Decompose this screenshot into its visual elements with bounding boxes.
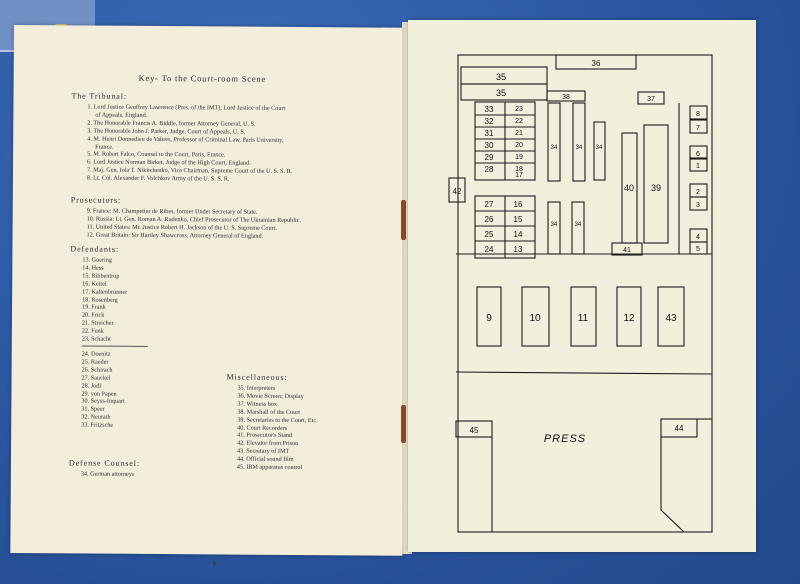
list-item: 3. The Honorable John J. Parker, Judge, Court of Appeals, U. S. xyxy=(87,127,246,136)
list-item: 25. Raeder xyxy=(81,358,109,366)
list-item: 34. German attorneys xyxy=(80,470,135,478)
label-10: 10 xyxy=(529,313,541,324)
list-item: 6. Lord Justice Norman Birket, Judge of the High Court, England. xyxy=(87,158,251,167)
list-item: 30. Seyss-Inquart xyxy=(81,397,125,406)
list-item: 20. Frick xyxy=(81,311,105,319)
label-35: 35 xyxy=(495,72,507,82)
list-item: 29. von Papen xyxy=(81,390,117,398)
list-item: 16. Keitel xyxy=(82,280,107,288)
label-34: 34 xyxy=(574,222,582,228)
label-29: 29 xyxy=(484,153,494,162)
list-item: 32. Neurath xyxy=(81,413,111,421)
label-11: 11 xyxy=(577,313,589,324)
defense-bench xyxy=(548,103,560,181)
label-38: 38 xyxy=(562,94,570,101)
list-item: 7. Maj. Gen. Iola T. Nikitchenko, Vice Chairman, Supreme Court of the U. S. S. R. xyxy=(86,166,293,176)
list-item: 45. IBM apparatus control xyxy=(236,463,303,472)
label-18: 18 xyxy=(515,166,523,173)
label-34: 34 xyxy=(575,145,583,151)
list-item: 44. Official sound film xyxy=(236,455,294,464)
label-43: 43 xyxy=(665,313,677,324)
list-item: 15. Ribbentrop xyxy=(82,272,120,280)
list-item: 5. M. Robert Falco, Counsel to the Court, Paris, France. xyxy=(87,150,226,159)
label-42: 42 xyxy=(452,187,462,196)
list-item: 37. Witness box xyxy=(237,400,278,408)
defense-bench xyxy=(548,202,560,254)
label-15: 15 xyxy=(513,215,523,224)
list-item: 43. Secretary of IMT xyxy=(237,447,290,456)
list-item: 31. Speer xyxy=(81,405,105,413)
page-number: - 6 - xyxy=(208,559,220,568)
label-8: 8 xyxy=(696,111,700,118)
list-item: 2. The Honorable Francis A. Biddle, former Attorney General, U. S. xyxy=(87,119,256,128)
label-5: 5 xyxy=(696,246,700,253)
label-1: 1 xyxy=(696,163,700,170)
label-13: 13 xyxy=(513,245,523,254)
list-item: 38. Marshall of the Court xyxy=(237,408,301,416)
list-item: 10. Russia: Lt. Gen. Roman A. Rudenko, Chief Prosecutor of The Ukrainian Republic. xyxy=(86,215,302,224)
list-item: 36. Movie Screen; Display xyxy=(237,392,304,400)
label-16: 16 xyxy=(513,200,523,209)
label-7: 7 xyxy=(696,125,700,132)
label-25: 25 xyxy=(484,230,494,239)
list-item: of Appeals, England. xyxy=(95,111,148,119)
defense-bench xyxy=(572,202,584,254)
list-item: 27. Sauckel xyxy=(81,374,111,382)
label-6: 6 xyxy=(696,151,700,158)
defense-bench xyxy=(594,122,605,180)
label-14: 14 xyxy=(513,230,523,239)
list-item: 18. Rosenberg xyxy=(82,296,118,304)
list-item: 24. Doenitz xyxy=(81,350,111,358)
label-35: 35 xyxy=(495,88,507,98)
label-24: 24 xyxy=(484,245,494,254)
label-27: 27 xyxy=(484,200,494,209)
list-item: 19. Frank xyxy=(82,303,106,312)
label-36: 36 xyxy=(591,59,601,68)
defense-bench xyxy=(573,103,585,181)
label-26: 26 xyxy=(484,215,494,224)
list-item: 17. Kaltenbrunner xyxy=(82,288,128,296)
label-12: 12 xyxy=(623,313,635,324)
list-item: 13. Goering xyxy=(82,256,112,264)
label-22: 22 xyxy=(515,118,523,125)
list-item: 41. Prosecutor's Stand xyxy=(237,432,293,440)
list-item: France. xyxy=(95,143,114,151)
label-34: 34 xyxy=(595,145,603,151)
label-4: 4 xyxy=(696,234,700,241)
label-21: 21 xyxy=(515,130,523,137)
list-item: 22. Funk xyxy=(81,327,104,335)
tribunal-heading: The Tribunal: xyxy=(71,91,128,101)
label-40: 40 xyxy=(623,183,635,193)
label-2: 2 xyxy=(696,189,700,196)
label-34: 34 xyxy=(550,222,558,228)
prosecutors-heading: Prosecutors: xyxy=(70,195,122,205)
label-44: 44 xyxy=(674,424,684,433)
label-23: 23 xyxy=(515,106,523,113)
label-45: 45 xyxy=(469,426,479,435)
list-item: 4. M. Henri Donnedieu de Vabres, Professor of Criminal Law, Paris University, xyxy=(87,135,284,144)
list-item: 21. Streicher xyxy=(81,319,114,327)
defendants-heading: Defendants: xyxy=(70,244,120,254)
label-34: 34 xyxy=(550,145,558,151)
list-item: 33. Fritzsche xyxy=(81,421,114,429)
list-item: 23. Schacht xyxy=(81,335,111,343)
label-3: 3 xyxy=(696,202,700,209)
label-37: 37 xyxy=(647,96,655,103)
list-item: 9. France: M. Champetier de Ribes, former Under Secretary of State. xyxy=(86,207,258,216)
list-item: 8. Lt. Col. Alexander F. Volchkov Army of the U. S. S. R. xyxy=(86,174,230,183)
list-item: 12. Great Britain: Sir Hartley Shawcross, Attorney General of England. xyxy=(86,231,264,240)
label-32: 32 xyxy=(484,117,494,126)
list-item: 11. United States: Mr. Justice Robert H. Jackson of the U. S. Supreme Court. xyxy=(86,223,277,232)
list-item: 42. Elevator from Prison xyxy=(237,439,299,448)
list-item: 28. Jodl xyxy=(81,382,102,390)
list-item: 35. Interpreters xyxy=(237,384,276,392)
label-30: 30 xyxy=(484,141,494,150)
defense-heading: Defense Counsel: xyxy=(68,458,141,468)
label-9: 9 xyxy=(486,313,492,324)
label-20: 20 xyxy=(515,142,523,149)
label-28: 28 xyxy=(484,165,494,174)
label-41: 41 xyxy=(623,247,631,254)
list-item: 39. Secretaries to the Court, Etc. xyxy=(237,416,318,424)
list-item: 1. Lord Justice Geoffrey Lawrence (Pres. of the IMT), Lord Justice of the Court xyxy=(87,103,286,112)
list-item: 26. Schirach xyxy=(81,366,113,374)
key-title: Key- To the Court-room Scene xyxy=(138,72,267,84)
label-17: 17 xyxy=(515,172,523,179)
label-press: PRESS xyxy=(543,433,587,445)
label-33: 33 xyxy=(484,105,494,114)
list-item: 40. Court Recorders xyxy=(237,424,288,432)
label-31: 31 xyxy=(484,129,494,138)
list-item: 14. Hess xyxy=(82,264,104,272)
label-19: 19 xyxy=(515,154,523,161)
label-39: 39 xyxy=(650,183,662,193)
wall xyxy=(456,372,712,374)
misc-heading: Miscellaneous: xyxy=(226,372,288,382)
